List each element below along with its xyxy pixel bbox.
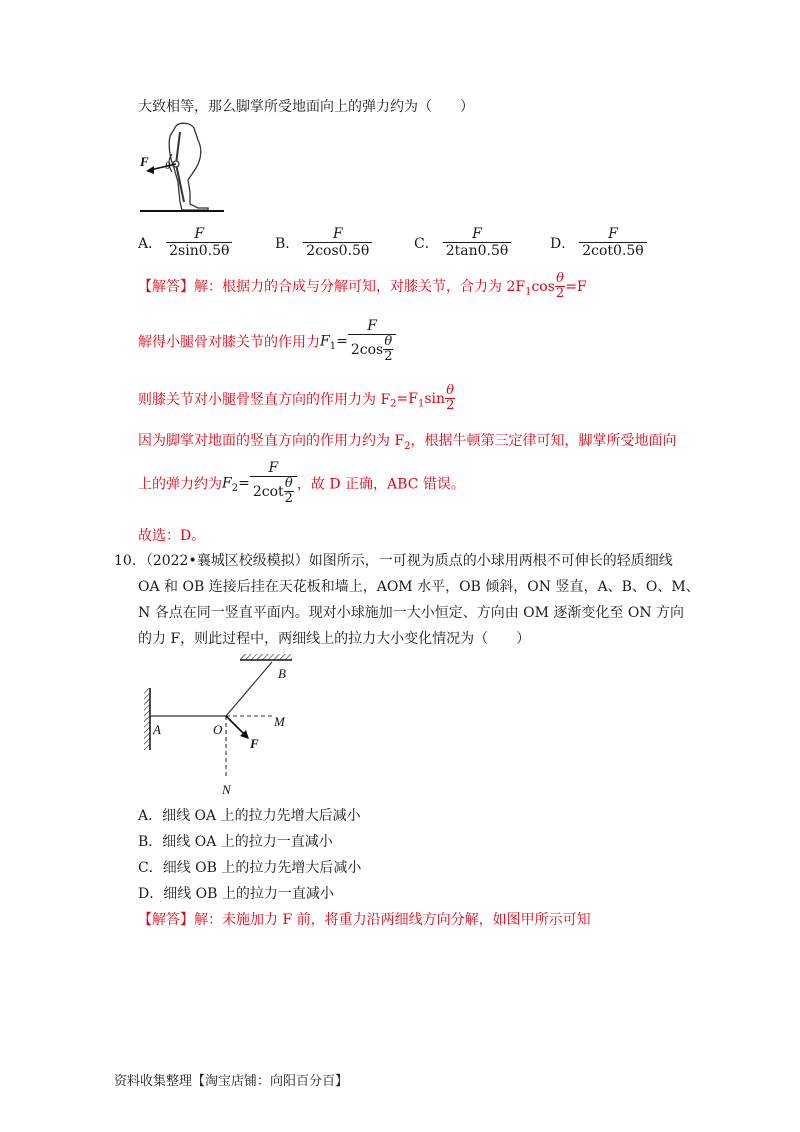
- answer1-line2: [138, 318, 396, 365]
- fig2-N-label: N: [222, 782, 231, 797]
- answer1-F2-theta: θ: [284, 476, 293, 492]
- answer1-line1-text: 【解答】解：根据力的合成与分解可知，对膝关节，合力为 2F: [138, 278, 526, 295]
- string-OB: [226, 662, 272, 716]
- option-b-label: B．: [275, 235, 300, 252]
- answer1-line3-text: 则膝关节对小腿骨竖直方向的作用力为 F: [138, 391, 391, 408]
- option-a-den: 2sin0.5θ: [169, 243, 230, 260]
- option-d-den: 2cot0.5θ: [582, 243, 644, 260]
- answer2-line1: 【解答】解：未施加力 F 前，将重力沿两细线方向分解，如图甲所示可知: [138, 912, 591, 928]
- fig2-F-label: F: [250, 736, 259, 751]
- fig2-B-label: B: [278, 666, 286, 681]
- option-d-label: D．: [550, 235, 576, 252]
- answer1-F1-den: 2cos: [350, 341, 384, 358]
- fig2-A-label: A: [153, 722, 161, 737]
- answer1-line3-mid: =F: [396, 390, 418, 407]
- q10-option-d: D．细线 OB 上的拉力一直减小: [138, 886, 334, 902]
- option-c-num: F: [443, 226, 512, 243]
- q10-number: 10．: [114, 553, 146, 569]
- fig2-M-label: M: [274, 714, 285, 729]
- q10-option-b: B．细线 OA 上的拉力一直减小: [138, 834, 333, 850]
- option-b-num: F: [303, 226, 372, 243]
- answer1-line1: [138, 272, 587, 302]
- answer1-line1-sub: 1: [525, 286, 532, 298]
- answer1-F1-two: 2: [384, 349, 393, 365]
- answer1-line5: [138, 460, 465, 507]
- q10-option-a: A．细线 OA 上的拉力先增大后减小: [138, 808, 361, 824]
- option-d-num: F: [579, 226, 647, 243]
- answer1-line3: [138, 384, 455, 414]
- option-c-label: C．: [414, 235, 439, 252]
- footer-text: 资料收集整理【淘宝店铺：向阳百分百】: [114, 1074, 349, 1089]
- q10-line1: [114, 550, 673, 570]
- answer1-F2-two: 2: [284, 491, 293, 507]
- question-stem-tail: 大致相等，那么脚掌所受地面向上的弹力约为（ ）: [138, 99, 474, 115]
- option-b-den: 2cos0.5θ: [306, 243, 370, 260]
- answer1-cos: cos: [531, 278, 555, 295]
- answer1-line3-theta: θ: [446, 383, 455, 398]
- q10-line2: OA 和 OB 连接后挂在天花板和墙上，AOM 水平，OB 倾斜，ON 竖直，A、B、O、M、: [138, 579, 700, 595]
- answer1-line3-two: 2: [446, 398, 455, 414]
- fig1-F-label: F: [140, 154, 149, 169]
- answer1-line4-suffix: ，根据牛顿第三定律可知，脚掌所受地面向: [410, 433, 677, 449]
- answer1-line1-two: 2: [555, 286, 565, 302]
- answer1-line1-suffix: =F: [565, 278, 587, 295]
- leg-figure: [136, 122, 226, 214]
- option-c-den: 2tan0.5θ: [445, 243, 509, 260]
- q10-line3: N 各点在同一竖直平面内。现对小球施加一大小恒定、方向由 OM 逐渐变化至 ON 方向: [138, 605, 685, 621]
- answer1-F1-theta: θ: [384, 334, 393, 350]
- option-a-label: A．: [138, 235, 163, 252]
- answer1-line3-sub2: 2: [390, 398, 397, 410]
- option-a-num: F: [166, 226, 232, 243]
- answer1-line1-theta: θ: [556, 271, 564, 286]
- answer1-line4: [138, 430, 677, 452]
- answer1-F2-num: F: [250, 460, 297, 477]
- option-c: [414, 226, 511, 259]
- fig1-theta-label: θ: [165, 160, 171, 172]
- ceiling: [240, 654, 292, 660]
- option-b: [275, 226, 372, 259]
- answer1-line3-sin: sin: [424, 390, 446, 407]
- string-figure: [136, 650, 306, 800]
- answer1-F2-eq: =: [238, 475, 250, 492]
- q10-line1-text: （2022•襄城区校级模拟）如图所示，一可视为质点的小球用两根不可伸长的轻质细线: [145, 553, 673, 569]
- q10-line4: 的力 F，则此过程中，两细线上的拉力大小变化情况为（ ）: [138, 631, 531, 647]
- fig2-O-label: O: [213, 722, 223, 737]
- answer1-F2-lhs: F: [222, 475, 232, 492]
- answer1-line2-text: 解得小腿骨对膝关节的作用力: [138, 334, 320, 351]
- thigh-bone: [176, 132, 180, 164]
- answer1-line6: 故选：D。: [138, 528, 206, 544]
- answer1-F1-lhs: F: [320, 333, 330, 350]
- answer1-line4-sub: 2: [404, 440, 411, 452]
- answer1-line5-suffix: ，故 D 正确，ABC 错误。: [296, 476, 465, 493]
- option-d: [550, 226, 647, 259]
- answer1-F1-eq: =: [336, 333, 348, 350]
- answer1-line4-text: 因为脚掌对地面的竖直方向的作用力约为 F: [138, 433, 405, 449]
- wall: [144, 688, 150, 750]
- answer1-line3-sub1: 1: [418, 398, 425, 410]
- answer1-line5-text: 上的弹力约为: [138, 476, 222, 493]
- answer1-F1-sub: 1: [329, 341, 337, 353]
- answer1-F1-num: F: [348, 318, 397, 335]
- answer1-F2-sub: 2: [231, 483, 239, 495]
- answer1-F2-den: 2cot: [252, 483, 284, 500]
- q10-option-c: C．细线 OB 上的拉力先增大后减小: [138, 860, 362, 876]
- option-a: [138, 226, 232, 259]
